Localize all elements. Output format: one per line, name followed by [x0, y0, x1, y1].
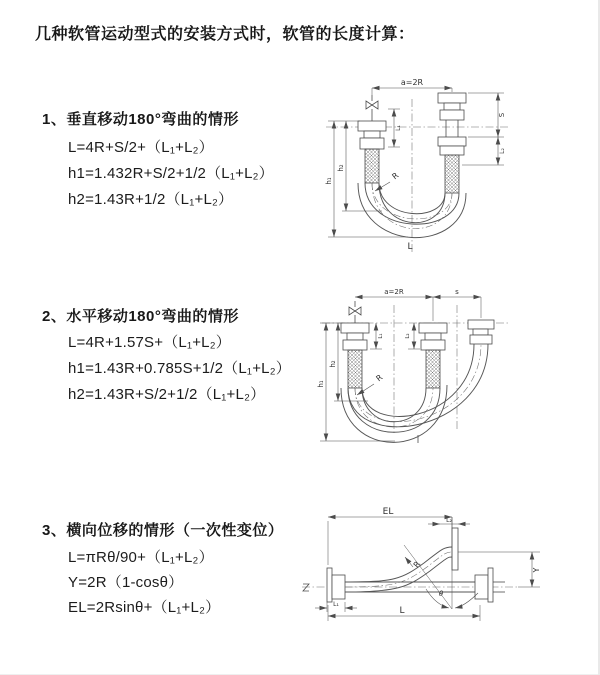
dim-l2	[462, 137, 506, 165]
radius-label: R	[411, 559, 423, 570]
section3-formula-L: L=πRθ/90+（L₁+L₂）	[68, 549, 214, 566]
dim-h2-label: h₂	[337, 164, 345, 172]
braided-hose-section	[445, 155, 459, 193]
dim-l1	[315, 601, 357, 612]
dim-s-label: s	[455, 288, 459, 296]
angle-theta-label: θ	[438, 590, 444, 598]
section3-formula-EL: EL=2Rsinθ+（L₁+L₂）	[68, 599, 221, 616]
dim-l2-label: L₂	[405, 333, 411, 339]
right-bottom-fitting	[475, 568, 505, 602]
left-fitting	[358, 121, 386, 183]
braided-hose-section	[348, 350, 362, 388]
section2-formula-h2: h2=1.43R+S/2+1/2（L₁+L₂）	[68, 386, 266, 403]
radius-label: R	[390, 170, 401, 182]
section1-formula-L: L=4R+S/2+（L₁+L₂）	[68, 139, 214, 156]
section3-formula-Y: Y=2R（1-cosθ）	[68, 574, 184, 591]
dim-s	[468, 93, 506, 137]
dim-a2r-label: a=2R	[384, 288, 404, 296]
valve-icon	[349, 301, 361, 323]
dim-l1	[370, 323, 384, 349]
dim-l1-label: L₁	[395, 125, 402, 131]
dim-l1-label: L₁	[333, 601, 339, 608]
dim-l2-label: L₂	[446, 517, 452, 524]
pipe-break-symbol	[303, 584, 309, 591]
middle-fitting	[419, 323, 447, 388]
dim-l2	[428, 517, 470, 524]
section1-formula-h1: h1=1.432R+S/2+1/2（L₁+L₂）	[68, 165, 274, 182]
dim-h1-label: h₁	[325, 177, 333, 185]
dim-a2r	[355, 288, 481, 321]
valve-icon	[366, 95, 378, 121]
braided-hose-section	[426, 350, 440, 388]
hose-u-bend	[341, 344, 488, 442]
dim-h2-label: h₂	[329, 360, 337, 368]
hose-s-curve	[345, 547, 452, 592]
diagram-horizontal-180-bend	[310, 285, 560, 450]
braided-hose-section	[365, 149, 379, 183]
section2-formula-h1: h1=1.43R+0.785S+1/2（L₁+L₂）	[68, 360, 291, 377]
section3-heading: 3、横向位移的情形（一次性变位）	[42, 522, 284, 539]
dim-el-label: EL	[382, 507, 394, 517]
section2-formula-L: L=4R+1.57S+（L₁+L₂）	[68, 334, 231, 351]
dim-l1	[388, 109, 402, 147]
page-title: 几种软管运动型式的安装方式时，软管的长度计算：	[35, 26, 415, 43]
radius-callout	[405, 557, 423, 569]
dim-y-label: Y	[532, 567, 541, 573]
right-fitting	[468, 320, 494, 344]
right-fitting	[438, 93, 466, 193]
dim-s	[433, 288, 481, 297]
dim-s-label: S	[498, 112, 506, 118]
left-fitting	[327, 568, 345, 602]
radius-label: R	[374, 372, 385, 384]
dim-a2r	[372, 78, 452, 95]
dim-l-label: L	[399, 606, 405, 616]
left-fitting	[341, 323, 369, 388]
diagram-lateral-displacement	[300, 505, 600, 650]
length-label: L	[407, 242, 413, 252]
dim-l2-label: L₂	[499, 148, 506, 154]
dim-l1-label: L₁	[378, 333, 384, 339]
top-right-flange	[452, 528, 458, 570]
dim-a2r-label: a=2R	[400, 78, 424, 87]
section1-formula-h2: h2=1.43R+1/2（L₁+L₂）	[68, 191, 234, 208]
dim-l2	[405, 323, 420, 349]
section1-heading: 1、垂直移动180°弯曲的情形	[42, 111, 239, 128]
dim-h1-label: h₁	[317, 380, 325, 388]
diagram-vertical-180-bend	[312, 75, 567, 260]
section2-heading: 2、水平移动180°弯曲的情形	[42, 308, 239, 325]
